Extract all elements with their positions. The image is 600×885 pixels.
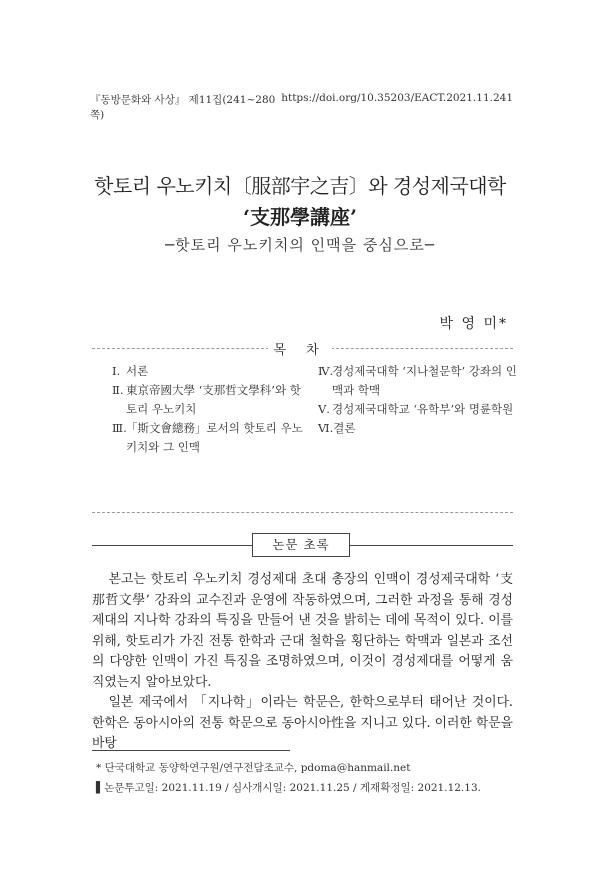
submission-dates-footnote: ▌논문투고일: 2021.11.19 / 심사개시일: 2021.11.25 / 게재확정일: 2021.12.13. [96, 782, 481, 794]
toc-item[interactable] [318, 362, 518, 400]
footnote-rule [92, 750, 290, 751]
abstract-paragraph: 본고는 핫토리 우노키치 경성제대 초대 총장의 인맥이 경성제국대학 ‘支那哲文學’ 강좌의 교수진과 운영에 작동하였으며, 그러한 과정을 통해 경성제대의 지나학 강좌의 특징을 만들어 낸 것을 밝히는 데에 목적이 있다. 이를 위해, 핫토리가 가진 전통 한학과 근대 철학을 횡단하는 학맥과 일본과 조선의 다양한 인맥이 가진 특징을 조명하였으며, 이것이 경성제대를 어떻게 움직였는지 알아보았다. [92, 572, 513, 690]
toc-bottom-rule [92, 512, 513, 513]
toc-item[interactable] [112, 419, 307, 457]
journal-citation: 『동방문화와 사상』 제11집(241~280쪽) [90, 94, 276, 121]
author-affiliation-footnote: * 단국대학교 동양학연구원/연구전담조교수, pdoma@hanmail.net [96, 762, 411, 774]
toc-item-text: 경성제국대학교 ‘유학부’와 명륜학원 [332, 402, 514, 416]
abstract-label: 논문 초록 [252, 533, 350, 557]
toc-item-number: Ⅱ. [112, 383, 124, 397]
toc-item-number: Ⅰ. [112, 364, 121, 378]
paper-title: 핫토리 우노키치〔服部宇之吉〕와 경성제국대학 [94, 174, 506, 198]
abstract-paragraph: 일본 제국에서 「지나학」이라는 학문은, 한학으로부터 태어난 것이다. 한학은 동아시아의 전통 학문으로 동아시아性을 지니고 있다. 이러한 학문을 바탕 [92, 695, 513, 751]
toc-right-column [318, 362, 518, 438]
paper-subtitle: ─핫토리 우노키치의 인맥을 중심으로─ [165, 236, 435, 254]
toc-item[interactable] [112, 362, 307, 381]
toc-item-text: 東京帝國大學 ‘支那哲文學科’와 핫토리 우노키치 [126, 383, 301, 416]
doi-link[interactable]: https://doi.org/10.35203/EACT.2021.11.241 [281, 92, 513, 104]
paper-title-line2: ‘支那學講座’ [243, 205, 357, 229]
toc-item-number: Ⅴ. [318, 402, 330, 416]
toc-left-column [112, 362, 307, 457]
abstract-body [92, 570, 513, 755]
toc-item-text: 「斯文會總務」로서의 핫토리 우노키치와 그 인맥 [126, 421, 303, 454]
running-header [90, 92, 513, 122]
toc-item-number: Ⅲ. [112, 421, 127, 435]
toc-item-text: 서론 [126, 364, 149, 378]
author-name: 박 영 미* [439, 316, 508, 332]
toc-item-number: Ⅵ. [318, 421, 334, 435]
toc-heading: 목 차 [268, 339, 332, 358]
toc-item[interactable] [112, 381, 307, 419]
toc-item[interactable] [318, 419, 518, 438]
toc-item-text: 결론 [333, 421, 356, 435]
toc-item-number: Ⅳ. [318, 364, 334, 378]
toc-item[interactable] [318, 400, 518, 419]
toc-item-text: 경성제국대학 ‘지나철문학’ 강좌의 인맥과 학맥 [332, 364, 517, 397]
